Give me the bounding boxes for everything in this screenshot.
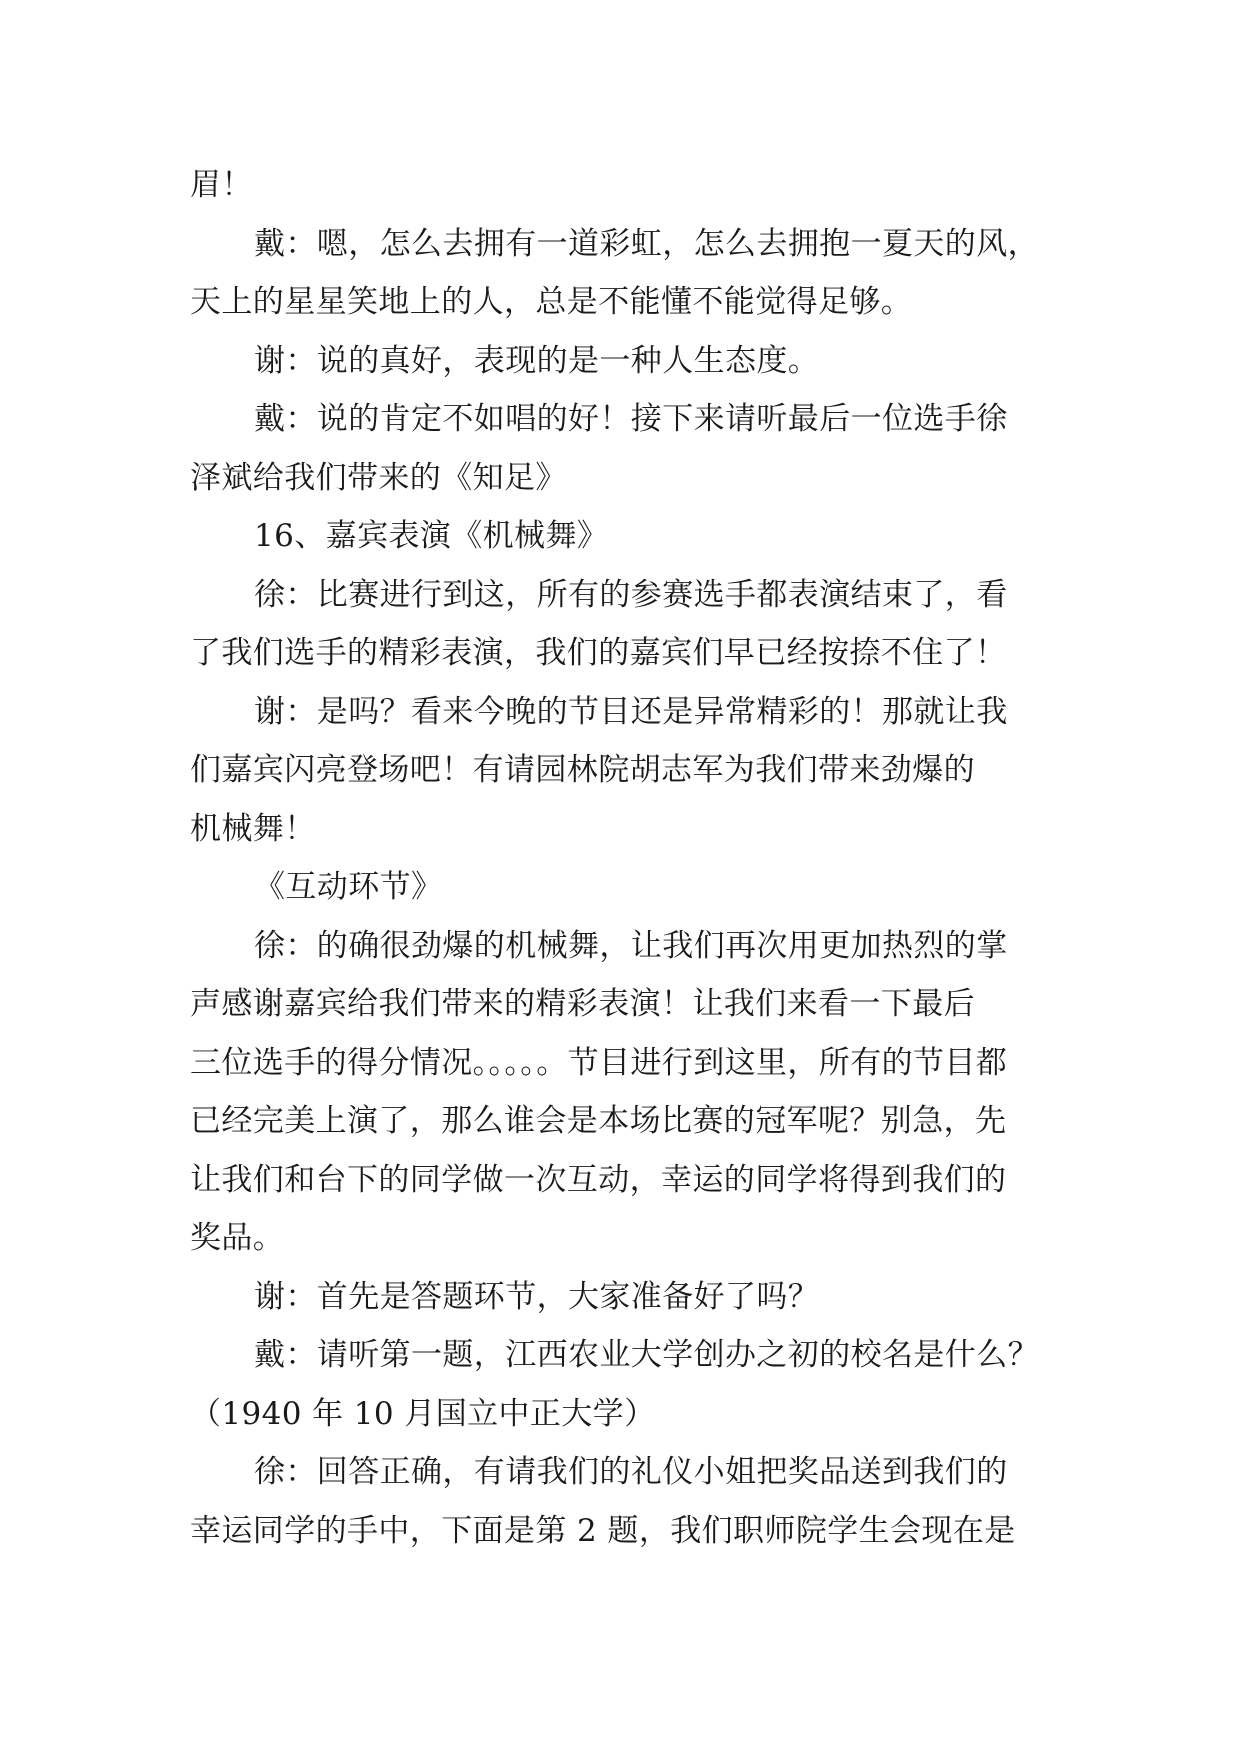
document-body xyxy=(190,156,1050,1560)
text-line: 三位选手的得分情况。。。。。节目进行到这里，所有的节目都 xyxy=(190,1044,1008,1081)
text-line: 眉！ xyxy=(190,167,253,203)
text-line: 戴：说的肯定不如唱的好！接下来请听最后一位选手徐 xyxy=(254,401,1008,437)
text-line: 了我们选手的精彩表演，我们的嘉宾们早已经按捺不住了！ xyxy=(190,635,1007,671)
text-line: 声感谢嘉宾给我们带来的精彩表演！让我们来看一下最后 xyxy=(190,986,975,1022)
text-line: 徐：的确很劲爆的机械舞，让我们再次用更加热烈的掌 xyxy=(254,927,1008,964)
text-line: 奖品。 xyxy=(190,1220,285,1256)
text-line: 徐：比赛进行到这，所有的参赛选手都表演结束了，看 xyxy=(254,576,1008,613)
text-line: 戴：嗯，怎么去拥有一道彩虹，怎么去拥抱一夏天的风， xyxy=(254,225,1039,262)
text-line: 让我们和台下的同学做一次互动，幸运的同学将得到我们的 xyxy=(190,1161,1007,1198)
section-heading: 16、嘉宾表演《机械舞》 xyxy=(254,518,609,554)
text-line: 幸运同学的手中，下面是第 2 题，我们职师院学生会现在是 xyxy=(190,1512,1016,1549)
text-line: 们嘉宾闪亮登场吧！有请园林院胡志军为我们带来劲爆的 xyxy=(190,752,975,788)
text-line: 泽斌给我们带来的《知足》 xyxy=(190,459,567,496)
text-line: 机械舞！ xyxy=(190,810,316,847)
text-line: 徐：回答正确，有请我们的礼仪小姐把奖品送到我们的 xyxy=(254,1454,1008,1490)
text-line: 谢：是吗？看来今晚的节目还是异常精彩的！那就让我 xyxy=(254,693,1008,730)
text-line: 天上的星星笑地上的人，总是不能懂不能觉得足够。 xyxy=(190,284,913,320)
text-line: 已经完美上演了，那么谁会是本场比赛的冠军呢？别急，先 xyxy=(190,1103,1007,1139)
text-line: （1940 年 10 月国立中正大学） xyxy=(190,1395,656,1432)
section-heading: 《互动环节》 xyxy=(254,869,443,905)
text-line: 戴：请听第一题，江西农业大学创办之初的校名是什么？ xyxy=(254,1337,1039,1373)
text-line: 谢：说的真好，表现的是一种人生态度。 xyxy=(254,342,820,379)
text-line: 谢：首先是答题环节，大家准备好了吗？ xyxy=(254,1278,820,1315)
